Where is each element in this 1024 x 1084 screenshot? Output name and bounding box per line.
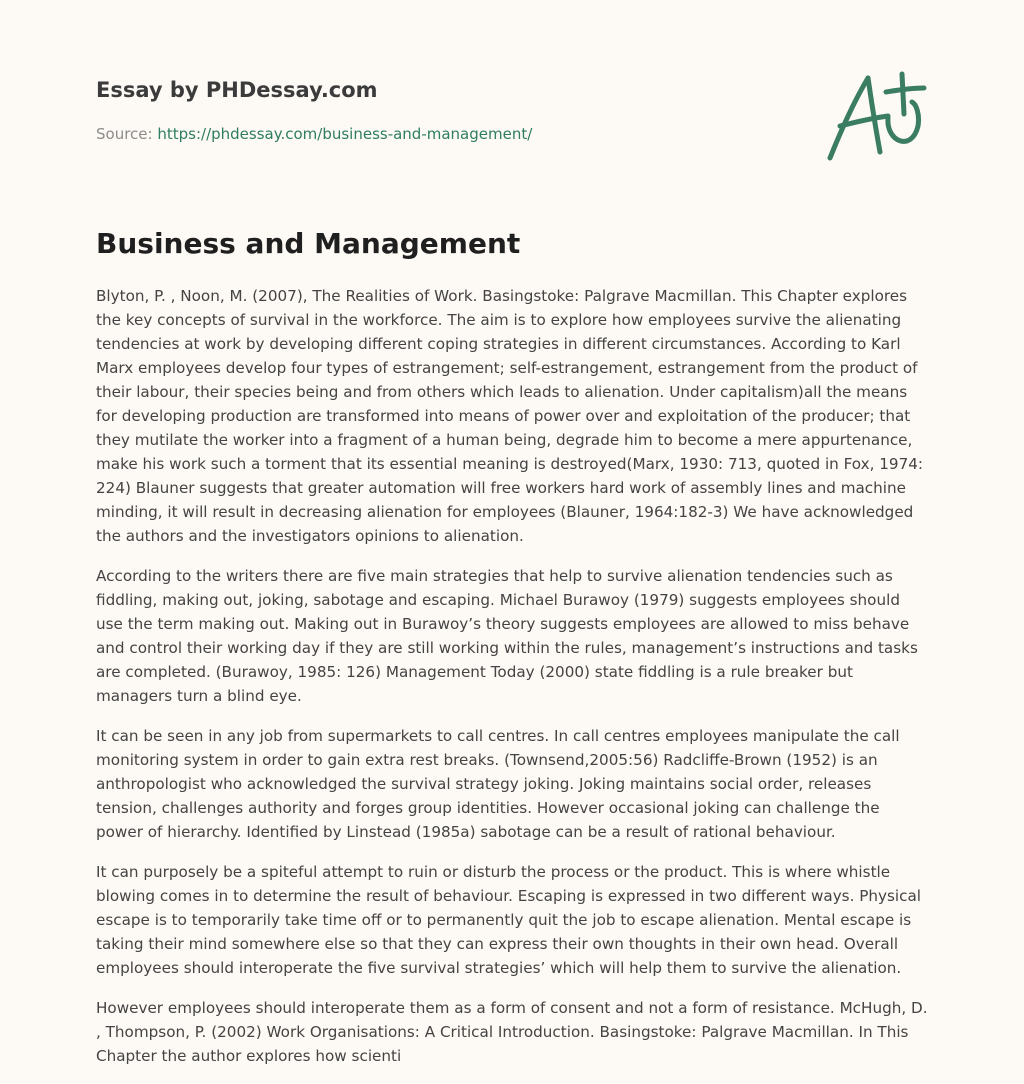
essay-paragraph: However employees should interoperate them as a form of consent and not a form of resistance. McHugh, D. , Thompson, P. (2002) Work Organisations: A Critical Introduction. Basingstoke: Palgrave Macmillan. In This Chapter the author explores how scienti bbox=[96, 999, 928, 1065]
essay-paragraph: It can be seen in any job from supermarkets to call centres. In call centres employees manipulate the call monitoring system in order to gain extra rest breaks. (Townsend,2005:56) Radcliffe-Brown (1952) is an anthropologist who acknowledged the survival strategy joking. Joking maintains social order, releases tension, challenges authority and forges group identities. However occasional joking can challenge the power of hierarchy. Identified by Linstead (1985a) sabotage can be a result of rational behaviour. bbox=[96, 727, 900, 841]
page-title: Business and Management bbox=[96, 227, 521, 260]
header bbox=[96, 76, 796, 144]
logo-plus-vertical bbox=[902, 74, 904, 114]
essay-paragraph: It can purposely be a spiteful attempt to ruin or disturb the process or the product. This is where whistle blowing comes in to determine the result of behaviour. Escaping is expressed in two different ways. Physical escape is to temporarily take time off or to permanently quit the job to escape alienation. Mental escape is taking their mind somewhere else so that they can express their own thoughts in their own head. Overall employees should interoperate the five survival strategies’ which will help them to survive the alienation. bbox=[96, 863, 922, 977]
logo-plus-horizontal bbox=[886, 88, 924, 92]
a-plus-logo-icon bbox=[822, 68, 930, 164]
site-brand: Essay by PHDessay.com bbox=[96, 78, 378, 102]
essay-paragraph: According to the writers there are five main strategies that help to survive alienation tendencies such as fiddling, making out, joking, sabotage and escaping. Michael Burawoy (1979) suggests employees should use the term making out. Making out in Burawoy’s theory suggests employees are allowed to miss behave and control their working day if they are still working within the rules, management’s instructions and tasks are completed. (Burawoy, 1985: 126) Management Today (2000) state fiddling is a rule breaker but managers turn a blind eye. bbox=[96, 567, 918, 705]
source-label: Source: bbox=[96, 125, 153, 143]
logo-a-left-stroke bbox=[830, 78, 868, 158]
source-link[interactable]: https://phdessay.com/business-and-management/ bbox=[157, 125, 533, 143]
essay-paragraph: Blyton, P. , Noon, M. (2007), The Realities of Work. Basingstoke: Palgrave Macmillan. This Chapter explores the key concepts of survival in the workforce. The aim is to explore how employees survive the alienating tendencies at work by developing different coping strategies in different circumstances. According to Karl Marx employees develop four types of estrangement; self-estrangement, estrangement from the product of their labour, their species being and from others which leads to alienation. Under capitalism)all the means for developing production are transformed into means of power over and exploitation of the producer; that they mutilate the worker into a fragment of a human being, degrade him to become a mere appurtenance, make his work such a torment that its essential meaning is destroyed(Marx, 1930: 713, quoted in Fox, 1974: 224) Blauner suggests that greater automation will free workers hard work of assembly lines and machine minding, it will result in decreasing alienation for employees (Blauner, 1964:182-3) We have acknowledged the authors and the investigators opinions to alienation. bbox=[96, 287, 924, 545]
source-line bbox=[96, 124, 796, 144]
essay-body bbox=[96, 284, 930, 1084]
